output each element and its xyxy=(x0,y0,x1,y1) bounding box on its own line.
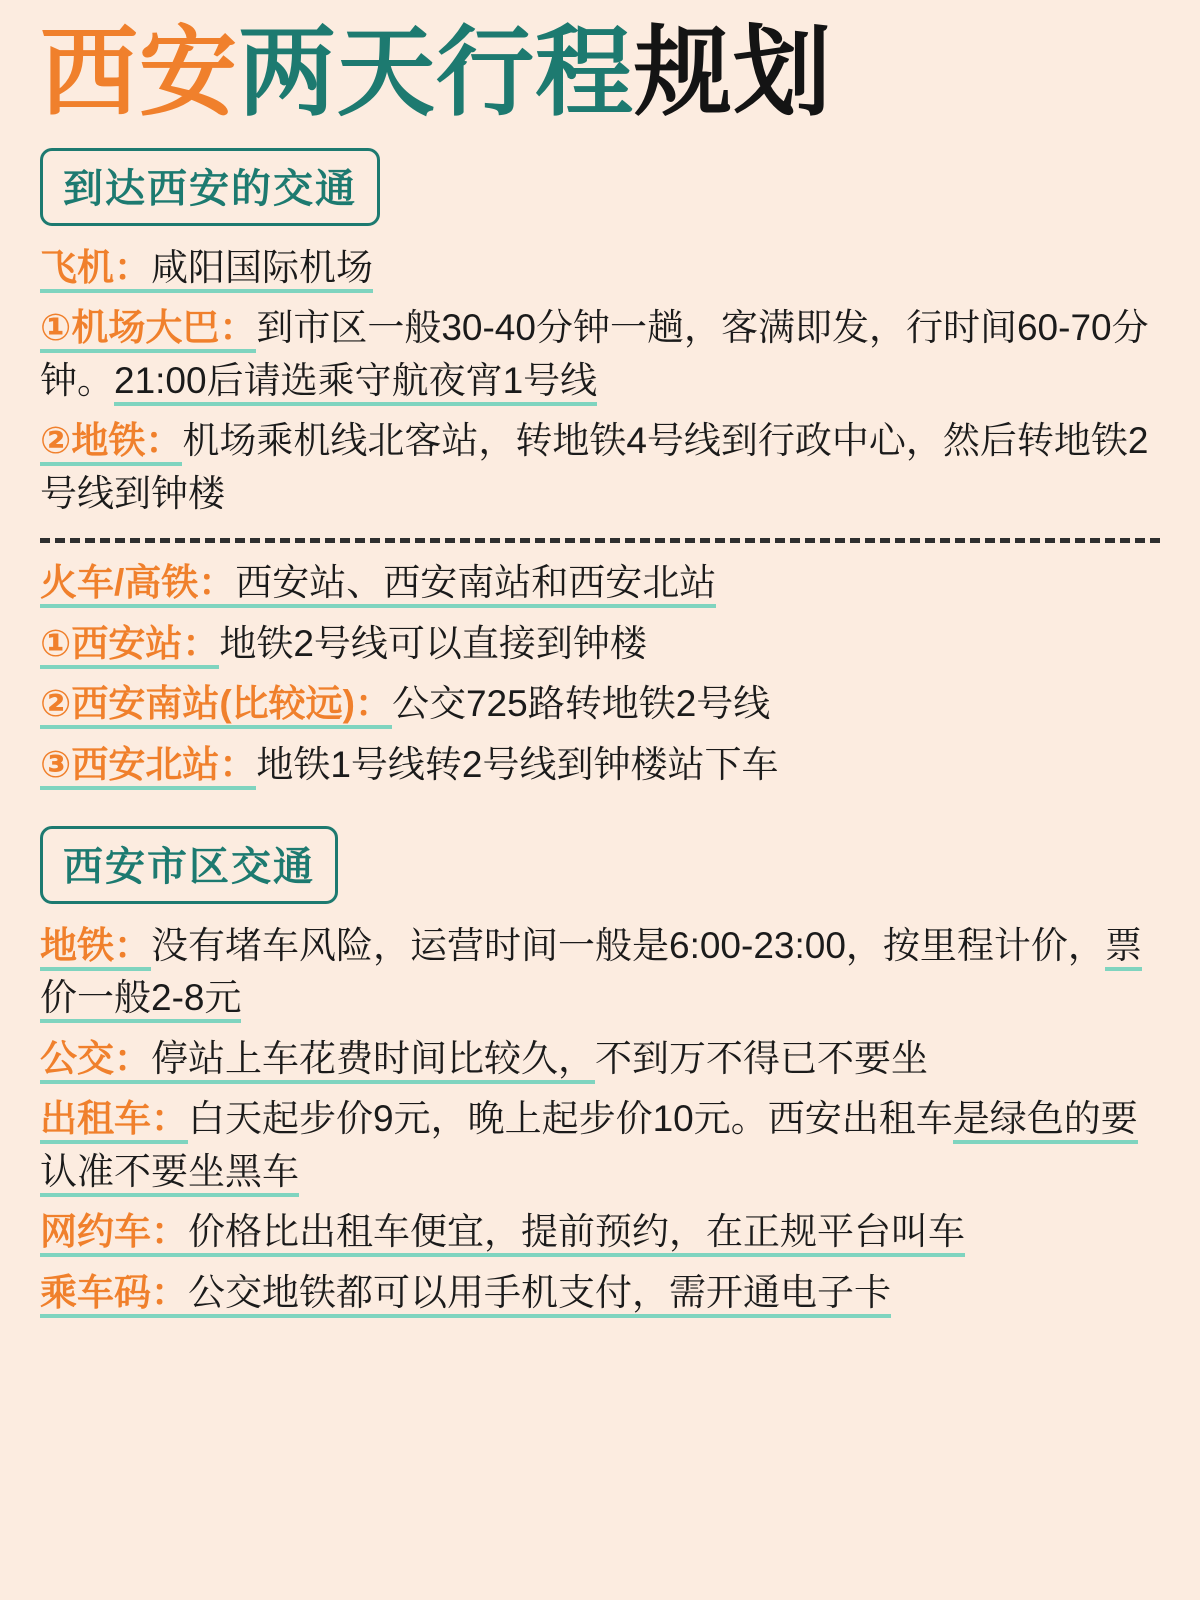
title-part-orange: 西安 xyxy=(40,17,239,127)
item-airport-metro-text-a: 机场乘机线北客站，转地铁4号线到行政中心， xyxy=(182,420,943,462)
title-part-teal: 两天行程 xyxy=(238,17,635,127)
title-part-dark: 规划 xyxy=(634,17,833,127)
section-heading-city-transport: 西安市区交通 xyxy=(40,826,338,904)
item-city-metro xyxy=(40,920,1160,1025)
item-taxi-text-a: 白天起步价9元，晚上起步价10元。西安出租车 xyxy=(188,1098,953,1140)
item-plane-label: 飞机： xyxy=(40,247,151,293)
item-city-metro-label: 地铁： xyxy=(40,925,151,971)
item-xian-south-station-label: ②西安南站(比较远)： xyxy=(40,683,392,729)
item-ride-hailing-text-b: 在正规平台叫车 xyxy=(706,1211,965,1257)
item-taxi-text-b: 是绿色的要认准不要坐黑车 xyxy=(40,1098,1138,1197)
item-transit-code-text-b: 需开通电子卡 xyxy=(669,1272,891,1318)
section-heading-arrival-transport: 到达西安的交通 xyxy=(40,148,380,226)
item-xian-north-station xyxy=(40,739,1160,792)
item-airport-bus-text-c: 21:00后请选乘守航夜宵1号线 xyxy=(114,360,597,406)
item-airport-bus xyxy=(40,302,1160,407)
item-city-bus-text-a: 停站上车花费时间比较久， xyxy=(151,1038,595,1084)
item-airport-metro-text-b: 然后转地铁2号线到钟楼 xyxy=(40,420,1149,514)
item-xian-station-label: ①西安站： xyxy=(40,623,219,669)
item-city-bus xyxy=(40,1033,1160,1086)
item-city-metro-text-b: 程计价， xyxy=(956,924,1105,966)
item-airport-metro-label: ②地铁： xyxy=(40,420,182,466)
item-xian-station xyxy=(40,618,1160,671)
item-train-value: 西安站、西安南站和西安北站 xyxy=(235,562,716,608)
item-city-metro-text-a: 没有堵车风险，运营时间一般是6:00-23:00，按里 xyxy=(151,924,957,966)
item-xian-south-station-value: 公交725路转地铁2号线 xyxy=(391,683,771,725)
item-city-bus-label: 公交： xyxy=(40,1038,151,1084)
item-transit-code xyxy=(40,1267,1160,1320)
item-city-bus-text-b: 不到万不得已不要坐 xyxy=(595,1037,928,1079)
item-xian-north-station-value: 地铁1号线转2号线到钟楼站下车 xyxy=(256,744,779,785)
item-airport-bus-text-a: 到市区一般30-40分钟一趟，客满即发，行 xyxy=(256,307,943,349)
item-airport-metro xyxy=(40,415,1160,520)
dashed-divider xyxy=(40,538,1160,543)
item-transit-code-text-a: 公交地铁都可以用手机支付， xyxy=(188,1272,669,1318)
item-ride-hailing-label: 网约车： xyxy=(40,1211,188,1257)
item-airport-bus-label: ①机场大巴： xyxy=(40,307,256,353)
item-train xyxy=(40,557,1160,610)
item-xian-north-station-label: ③西安北站： xyxy=(40,744,256,790)
item-airport-bus-text-b: 时间60-70分钟。 xyxy=(40,307,1149,401)
item-plane-value: 咸阳国际机场 xyxy=(151,247,373,293)
item-ride-hailing xyxy=(40,1206,1160,1259)
item-plane xyxy=(40,242,1160,295)
item-train-label: 火车/高铁： xyxy=(40,562,235,608)
item-xian-south-station xyxy=(40,678,1160,731)
item-xian-station-value: 地铁2号线可以直接到钟楼 xyxy=(219,622,647,664)
item-taxi-label: 出租车： xyxy=(40,1098,188,1144)
item-city-metro-text-c: 票价一般2-8元 xyxy=(40,925,1142,1024)
item-ride-hailing-text-a: 价格比出租车便宜，提前预约， xyxy=(188,1211,706,1257)
item-taxi xyxy=(40,1093,1160,1198)
item-transit-code-label: 乘车码： xyxy=(40,1272,188,1318)
page-title xyxy=(40,18,1160,128)
